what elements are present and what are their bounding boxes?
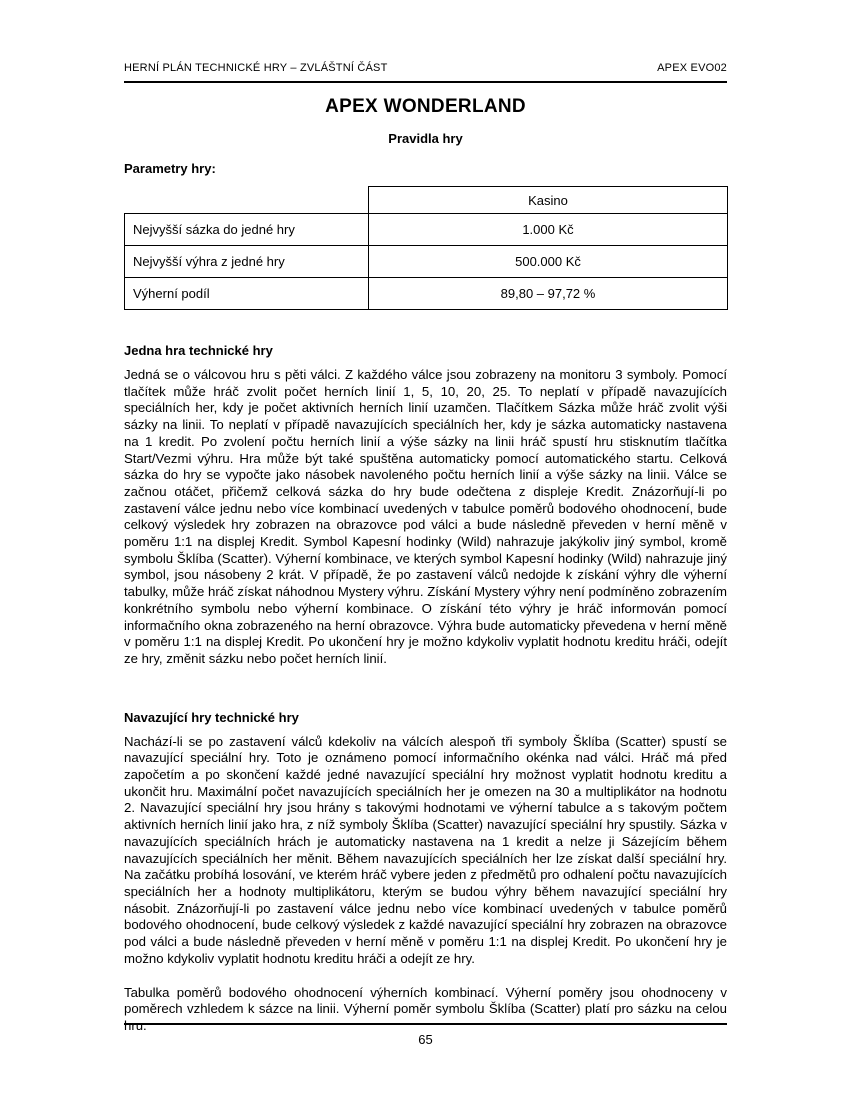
section-body-bonus-games: Nachází-li se po zastavení válců kdekoliv na válcích alespoň tři symboly Šklíba (Scatter) spustí se navazující speciální hry. Toto je oznámeno pomocí informačního okénka nad válci. Hráč má před započetím a po skončení každé jedné navazující speciální hry možnost vyplatit hodnotu kreditu a ukončit hru. Maximální počet navazujících speciálních her je omezen na 30 a multiplikátor na hodnotu 2. Navazující speciální hry jsou hrány s takovými hodnotami ve výherní tabulce a s takovým počtem aktivních herních linií jako hra, z níž symboly Šklíba (Scatter) navazující speciální hry spustily. Sázka v navazujících speciálních hrách je automaticky nastavena na 1 kredit a nelze ji Sázejícím během navazujících speciálních her měnit. Během navazujících speciálních her lze získat další speciální hry. Na začátku probíhá losování, ve kterém hráč vybere jeden z předmětů pro odhalení počtu navazujících speciálních her a hodnoty multiplikátoru, kterým se budou výhry během navazující speciální hry násobit. Znázorňují-li po zastavení válce jednu nebo více kombinací uvedených v tabulce poměrů bodového ohodnocení, bude celkový výsledek z každé navazující speciální hry zobrazen na obrazovce pod válci a bude následně převeden v herní měně v poměru 1:1 na displej Kredit. Po ukončení hry je možno kdykoliv vyplatit hodnotu kreditu hráči a odejít ze hry.	[124, 733, 727, 966]
closing-paragraph: Tabulka poměrů bodového ohodnocení výherních kombinací. Výherní poměry jsou ohodnoceny v poměrech vzhledem k sázce na linii. Výherní poměr symbolu Šklíba (Scatter) platí pro sázku na celou hru.	[124, 984, 727, 1033]
table-row-value: 500.000 Kč	[369, 246, 728, 278]
table-row-label: Výherní podíl	[125, 278, 369, 310]
document-subtitle: Pravidla hry	[388, 131, 463, 146]
table-row	[125, 214, 728, 246]
page-header	[124, 0, 727, 83]
page-content	[124, 0, 727, 1035]
table-row	[125, 278, 728, 310]
section-heading-single-game: Jedna hra technické hry	[124, 343, 273, 358]
section-body-single-game: Jedná se o válcovou hru s pěti válci. Z každého válce jsou zobrazeny na monitoru 3 symboly. Pomocí tlačítek může hráč zvolit počet herních linií 1, 5, 10, 20, 25. To neplatí v případě navazujících speciálních her, kdy je počet aktivních herních linií uzamčen. Tlačítkem Sázka může hráč zvolit výši sázky na linii. To neplatí v případě navazujících speciálních her, kdy je sázka automaticky nastavena na 1 kredit. Po zvolení počtu herních linií a výše sázky na linii hráč spustí hru stisknutím tlačítka Start/Vezmi výhru. Hra může být také spuštěna automaticky pomocí automatického startu. Celková sázka do hry se vypočte jako násobek navoleného počtu herních linií a výše sázky na linii. Válce se začnou otáčet, přičemž celková sázka do hry bude odečtena z displeje Kredit. Znázorňují-li po zastavení válce jednu nebo více kombinací uvedených v tabulce poměrů bodového ohodnocení, bude celkový výsledek hry zobrazen na obrazovce pod válci a bude následně převeden v herní měně v poměru 1:1 na displej Kredit. Symbol Kapesní hodinky (Wild) nahrazuje jakýkoliv jiný symbol, kromě symbolu Šklíba (Scatter). Výherní kombinace, ve kterých symbol Kapesní hodinky (Wild) nahrazuje jiný symbol, jsou násobeny 2 krát. V případě, že po zastavení válců nedojde k získání výhry dle výherní tabulky, může hráč získat náhodnou Mystery výhru. Získání Mystery výhry není podmíněno zobrazením konkrétního symbolu nebo výherní kombinace. O získání této výhry je hráč informován pomocí informačního okna zobrazeného na herní obrazovce. Výhra bude automaticky převedena v herní měně v poměru 1:1 na displej Kredit. Po ukončení hry je možno kdykoliv vyplatit hodnotu kreditu hráči, odejít ze hry, změnit sázku nebo počet herních linií.	[124, 367, 727, 666]
page-number: 65	[418, 1032, 433, 1047]
table-corner-cell	[125, 187, 369, 214]
header-left-text: HERNÍ PLÁN TECHNICKÉ HRY – ZVLÁŠTNÍ ČÁST	[124, 62, 388, 74]
table-header-row	[125, 187, 728, 214]
header-right-text: APEX EVO02	[657, 62, 727, 74]
table-row-label: Nejvyšší sázka do jedné hry	[125, 214, 369, 246]
table-column-header: Kasino	[369, 187, 728, 214]
parameters-table	[124, 186, 728, 310]
table-row-value: 1.000 Kč	[369, 214, 728, 246]
parameters-label: Parametry hry:	[124, 161, 216, 176]
table-row	[125, 246, 728, 278]
table-row-label: Nejvyšší výhra z jedné hry	[125, 246, 369, 278]
table-row-value: 89,80 – 97,72 %	[369, 278, 728, 310]
document-title: APEX WONDERLAND	[325, 96, 526, 117]
page-footer	[124, 1023, 727, 1047]
section-heading-bonus-games: Navazující hry technické hry	[124, 709, 299, 725]
